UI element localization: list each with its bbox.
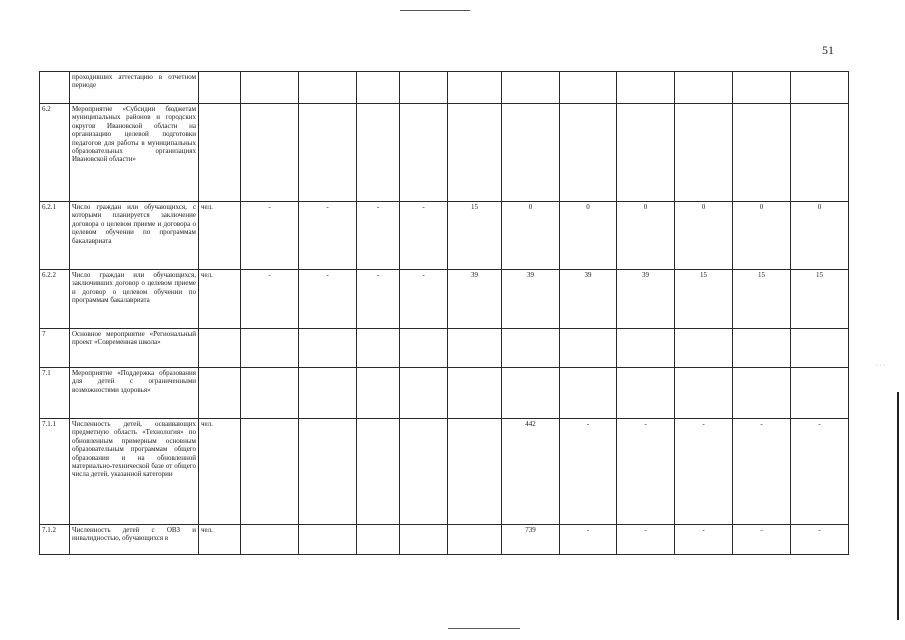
- value-cell: [448, 419, 502, 525]
- value-cell: [357, 104, 400, 202]
- value-cell: -: [617, 525, 675, 555]
- value-cell: -: [791, 419, 849, 525]
- value-cell: [560, 104, 617, 202]
- value-cell: 39: [617, 270, 675, 329]
- value-cell: -: [617, 419, 675, 525]
- table-row: [40, 525, 849, 555]
- value-cell: -: [733, 419, 791, 525]
- table-row: [40, 270, 849, 329]
- value-cell: [400, 72, 448, 104]
- value-cell: [791, 72, 849, 104]
- value-cell: 15: [791, 270, 849, 329]
- unit-cell: чел.: [199, 270, 241, 329]
- value-cell: [617, 368, 675, 419]
- indicator-name-cell: Основное мероприятие «Региональный проект «Современная школа»: [70, 329, 199, 368]
- value-cell: 0: [791, 202, 849, 270]
- value-cell: 0: [617, 202, 675, 270]
- value-cell: [241, 419, 299, 525]
- value-cell: [357, 72, 400, 104]
- value-cell: [733, 329, 791, 368]
- value-cell: -: [675, 419, 733, 525]
- value-cell: -: [733, 525, 791, 555]
- value-cell: [357, 419, 400, 525]
- value-cell: [617, 72, 675, 104]
- unit-cell: [199, 329, 241, 368]
- value-cell: [448, 104, 502, 202]
- row-number-cell: 7.1.2: [40, 525, 70, 555]
- unit-cell: [199, 72, 241, 104]
- scan-edge-mark: [897, 392, 899, 620]
- table-row: [40, 104, 849, 202]
- value-cell: -: [299, 270, 357, 329]
- value-cell: [733, 104, 791, 202]
- scan-speck: · · ·: [876, 363, 885, 369]
- indicator-table: [39, 71, 849, 555]
- value-cell: [733, 72, 791, 104]
- row-number-cell: 6.2: [40, 104, 70, 202]
- value-cell: [299, 72, 357, 104]
- value-cell: [733, 368, 791, 419]
- value-cell: -: [400, 202, 448, 270]
- value-cell: 39: [502, 270, 560, 329]
- row-number-cell: 7: [40, 329, 70, 368]
- bottom-rule: [448, 628, 520, 629]
- value-cell: -: [357, 270, 400, 329]
- value-cell: [241, 329, 299, 368]
- value-cell: [400, 525, 448, 555]
- value-cell: [400, 419, 448, 525]
- top-rule: [400, 10, 470, 11]
- value-cell: [448, 72, 502, 104]
- value-cell: 442: [502, 419, 560, 525]
- table-row: [40, 329, 849, 368]
- value-cell: [357, 329, 400, 368]
- value-cell: 39: [448, 270, 502, 329]
- value-cell: [791, 104, 849, 202]
- value-cell: 0: [675, 202, 733, 270]
- value-cell: [675, 72, 733, 104]
- value-cell: [791, 368, 849, 419]
- indicator-name-cell: проходивших аттестацию в отчетном периоде: [70, 72, 199, 104]
- value-cell: -: [560, 525, 617, 555]
- value-cell: -: [791, 525, 849, 555]
- unit-cell: [199, 104, 241, 202]
- table-row: [40, 202, 849, 270]
- value-cell: -: [299, 202, 357, 270]
- value-cell: 739: [502, 525, 560, 555]
- indicator-name-cell: Численность детей с ОВЗ и инвалидностью, обучающихся в: [70, 525, 199, 555]
- row-number-cell: 7.1.1: [40, 419, 70, 525]
- unit-cell: [199, 368, 241, 419]
- value-cell: [502, 329, 560, 368]
- unit-cell: чел.: [199, 525, 241, 555]
- value-cell: [241, 368, 299, 419]
- value-cell: [299, 329, 357, 368]
- value-cell: [299, 104, 357, 202]
- value-cell: [357, 525, 400, 555]
- unit-cell: чел.: [199, 419, 241, 525]
- value-cell: [560, 72, 617, 104]
- value-cell: [448, 329, 502, 368]
- value-cell: [617, 104, 675, 202]
- value-cell: 0: [502, 202, 560, 270]
- value-cell: [357, 368, 400, 419]
- value-cell: [299, 419, 357, 525]
- value-cell: 15: [733, 270, 791, 329]
- value-cell: [299, 368, 357, 419]
- value-cell: [400, 104, 448, 202]
- unit-cell: чел.: [199, 202, 241, 270]
- value-cell: [299, 525, 357, 555]
- value-cell: [448, 368, 502, 419]
- value-cell: -: [560, 419, 617, 525]
- value-cell: -: [400, 270, 448, 329]
- row-number-cell: 6.2.2: [40, 270, 70, 329]
- value-cell: [617, 329, 675, 368]
- value-cell: [502, 368, 560, 419]
- value-cell: [241, 104, 299, 202]
- value-cell: [791, 329, 849, 368]
- value-cell: [241, 72, 299, 104]
- value-cell: 0: [733, 202, 791, 270]
- value-cell: [448, 525, 502, 555]
- value-cell: -: [675, 525, 733, 555]
- indicator-name-cell: Численность детей, осваивающих предметную область «Технология» по обновленным примерным основным образовательным программам общего образования и на обновленной материально-технической базе от общего числа детей, указанной категории: [70, 419, 199, 525]
- value-cell: [675, 104, 733, 202]
- indicator-name-cell: Мероприятие «Субсидии бюджетам муниципальных районов и городских округов Ивановской области на организацию целевой подготовки педагогов для работы в муниципальных образовательных организациях Ивановской области»: [70, 104, 199, 202]
- value-cell: [560, 368, 617, 419]
- value-cell: [675, 368, 733, 419]
- value-cell: [502, 104, 560, 202]
- table-row: [40, 72, 849, 104]
- row-number-cell: [40, 72, 70, 104]
- table-row: [40, 368, 849, 419]
- indicator-name-cell: Число граждан или обучающихся, с которыми планируется заключение договора о целевом приеме и договора о целевом обучении по программам бакалавриата: [70, 202, 199, 270]
- value-cell: 15: [675, 270, 733, 329]
- value-cell: -: [241, 202, 299, 270]
- value-cell: [400, 329, 448, 368]
- value-cell: [560, 329, 617, 368]
- value-cell: [400, 368, 448, 419]
- value-cell: [502, 72, 560, 104]
- indicator-name-cell: Мероприятие «Поддержка образования для детей с ограниченными возможностями здоровья»: [70, 368, 199, 419]
- value-cell: [241, 525, 299, 555]
- value-cell: [675, 329, 733, 368]
- indicator-name-cell: Число граждан или обучающихся, заключивших договор о целевом приеме и договор о целевом обучении по программам бакалавриата: [70, 270, 199, 329]
- table-row: [40, 419, 849, 525]
- value-cell: -: [241, 270, 299, 329]
- value-cell: 39: [560, 270, 617, 329]
- value-cell: 0: [560, 202, 617, 270]
- value-cell: -: [357, 202, 400, 270]
- row-number-cell: 6.2.1: [40, 202, 70, 270]
- value-cell: 15: [448, 202, 502, 270]
- page-number: 51: [822, 43, 834, 57]
- row-number-cell: 7.1: [40, 368, 70, 419]
